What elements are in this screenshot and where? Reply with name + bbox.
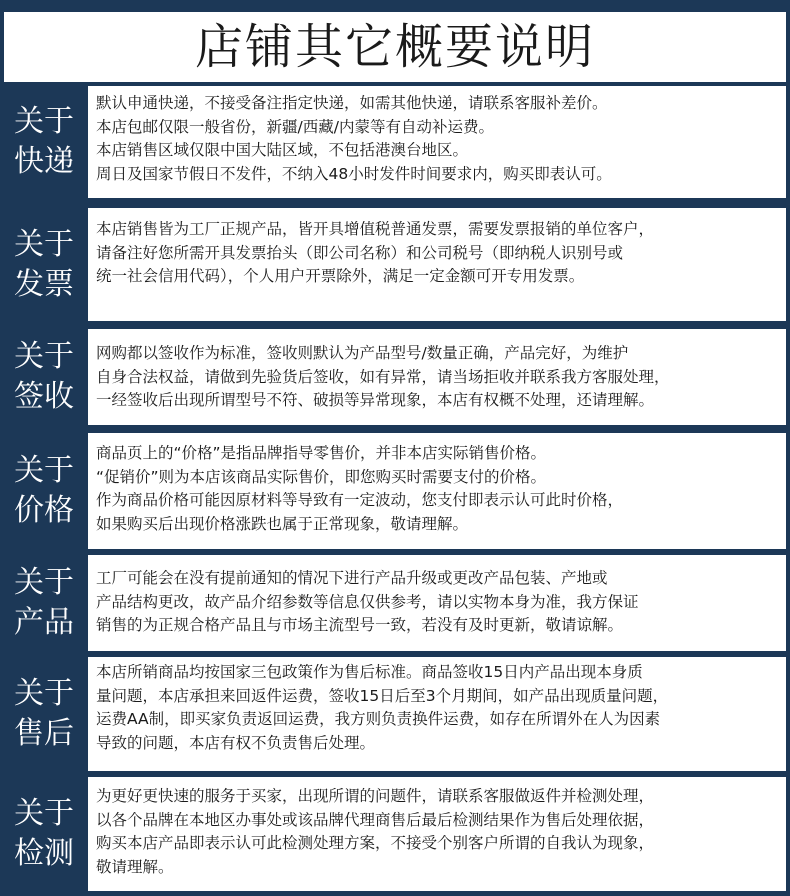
content-line: 一经签收后出现所谓型号不符、破损等异常现象，本店有权概不处理，还请理解。 <box>96 391 655 409</box>
section-invoice <box>0 208 790 321</box>
content-line: 网购都以签收作为标准，签收则默认为产品型号/数量正确，产品完好，为维护 <box>96 344 629 362</box>
content-line: 作为商品价格可能因原材料等导致有一定波动，您支付即表示认可此时价格， <box>96 491 624 509</box>
section-label: 关于 快递 <box>14 104 74 179</box>
content-line: 周日及国家节假日不发件，不纳入48小时发件时间要求内，购买即表认可。 <box>96 164 612 183</box>
content-line: 统一社会信用代码），个人用户开票除外，满足一定金额可开专用发票。 <box>96 267 585 285</box>
content-line: “促销价”则为本店该商品实际售价，即您购买时需要支付的价格。 <box>96 467 547 486</box>
content-line: 默认申通快递，不接受备注指定快递，如需其他快递，请联系客服补差价。 <box>96 94 608 112</box>
section-label: 关于 价格 <box>14 453 74 528</box>
section-content <box>88 777 786 891</box>
content-line: 自身合法权益，请做到先验货后签收，如有异常，请当场拒收并联系我方客服处理， <box>96 367 670 386</box>
section-shipping <box>0 86 790 198</box>
content-line: 商品页上的“价格”是指品牌指导零售价，并非本店实际销售价格。 <box>96 444 547 462</box>
content-line: 本店包邮仅限一般省份，新疆/西藏/内蒙等有自动补运费。 <box>96 117 494 136</box>
content-line: 运费AA制，即买家负责返回运费，我方则负责换件运费，如存在所谓外在人为因素 <box>96 710 661 728</box>
content-line: 工厂可能会在没有提前通知的情况下进行产品升级或更改产品包装、产地或 <box>96 569 608 587</box>
section-receipt <box>0 329 790 425</box>
content-line: 产品结构更改，故产品介绍参数等信息仅供参考，请以实物本身为准，我方保证 <box>96 592 639 611</box>
section-product <box>0 555 790 651</box>
content-line: 导致的问题，本店有权不负责售后处理。 <box>96 733 376 752</box>
section-content <box>88 657 786 771</box>
content-line: 购买本店产品即表示认可此检测处理方案，不接受个别客户所谓的自我认为现象， <box>96 834 655 852</box>
section-label: 关于 签收 <box>14 339 74 414</box>
content-line: 如果购买后出现价格涨跌也属于正常现象，敬请理解。 <box>96 514 469 533</box>
content-line: 以各个品牌在本地区办事处或该品牌代理商售后最后检测结果作为售后处理依据， <box>96 810 655 829</box>
content-line: 请备注好您所需开具发票抬头（即公司名称）和公司税号（即纳税人识别号或 <box>96 243 624 262</box>
section-inspection <box>0 777 790 891</box>
section-price <box>0 433 790 549</box>
content-line: 为更好更快速的服务于买家，出现所谓的问题件，请联系客服做返件并检测处理， <box>96 787 655 805</box>
content-line: 量问题，本店承担来回返件运费，签收15日后至3个月期间，如产品出现质量问题， <box>96 686 669 705</box>
content-line: 本店销售区域仅限中国大陆区域，不包括港澳台地区。 <box>96 141 469 159</box>
section-label: 关于 产品 <box>14 565 74 640</box>
content-line: 本店所销商品均按国家三包政策作为售后标准。商品签收15日内产品出现本身质 <box>96 663 643 681</box>
content-line: 敬请理解。 <box>96 857 174 876</box>
content-line: 销售的为正规合格产品且与市场主流型号一致，若没有及时更新，敬请谅解。 <box>96 616 624 634</box>
section-after-sales <box>0 657 790 771</box>
section-content <box>88 208 786 321</box>
section-content <box>88 329 786 425</box>
section-content <box>88 86 786 198</box>
section-label: 关于 售后 <box>14 676 74 751</box>
section-label: 关于 发票 <box>14 226 74 302</box>
title-banner <box>4 12 786 82</box>
page-title: 店铺其它概要说明 <box>194 19 595 75</box>
section-content <box>88 555 786 651</box>
section-content <box>88 433 786 549</box>
content-line: 本店销售皆为工厂正规产品，皆开具增值税普通发票，需要发票报销的单位客户， <box>96 220 655 238</box>
section-label: 关于 检测 <box>14 796 74 871</box>
